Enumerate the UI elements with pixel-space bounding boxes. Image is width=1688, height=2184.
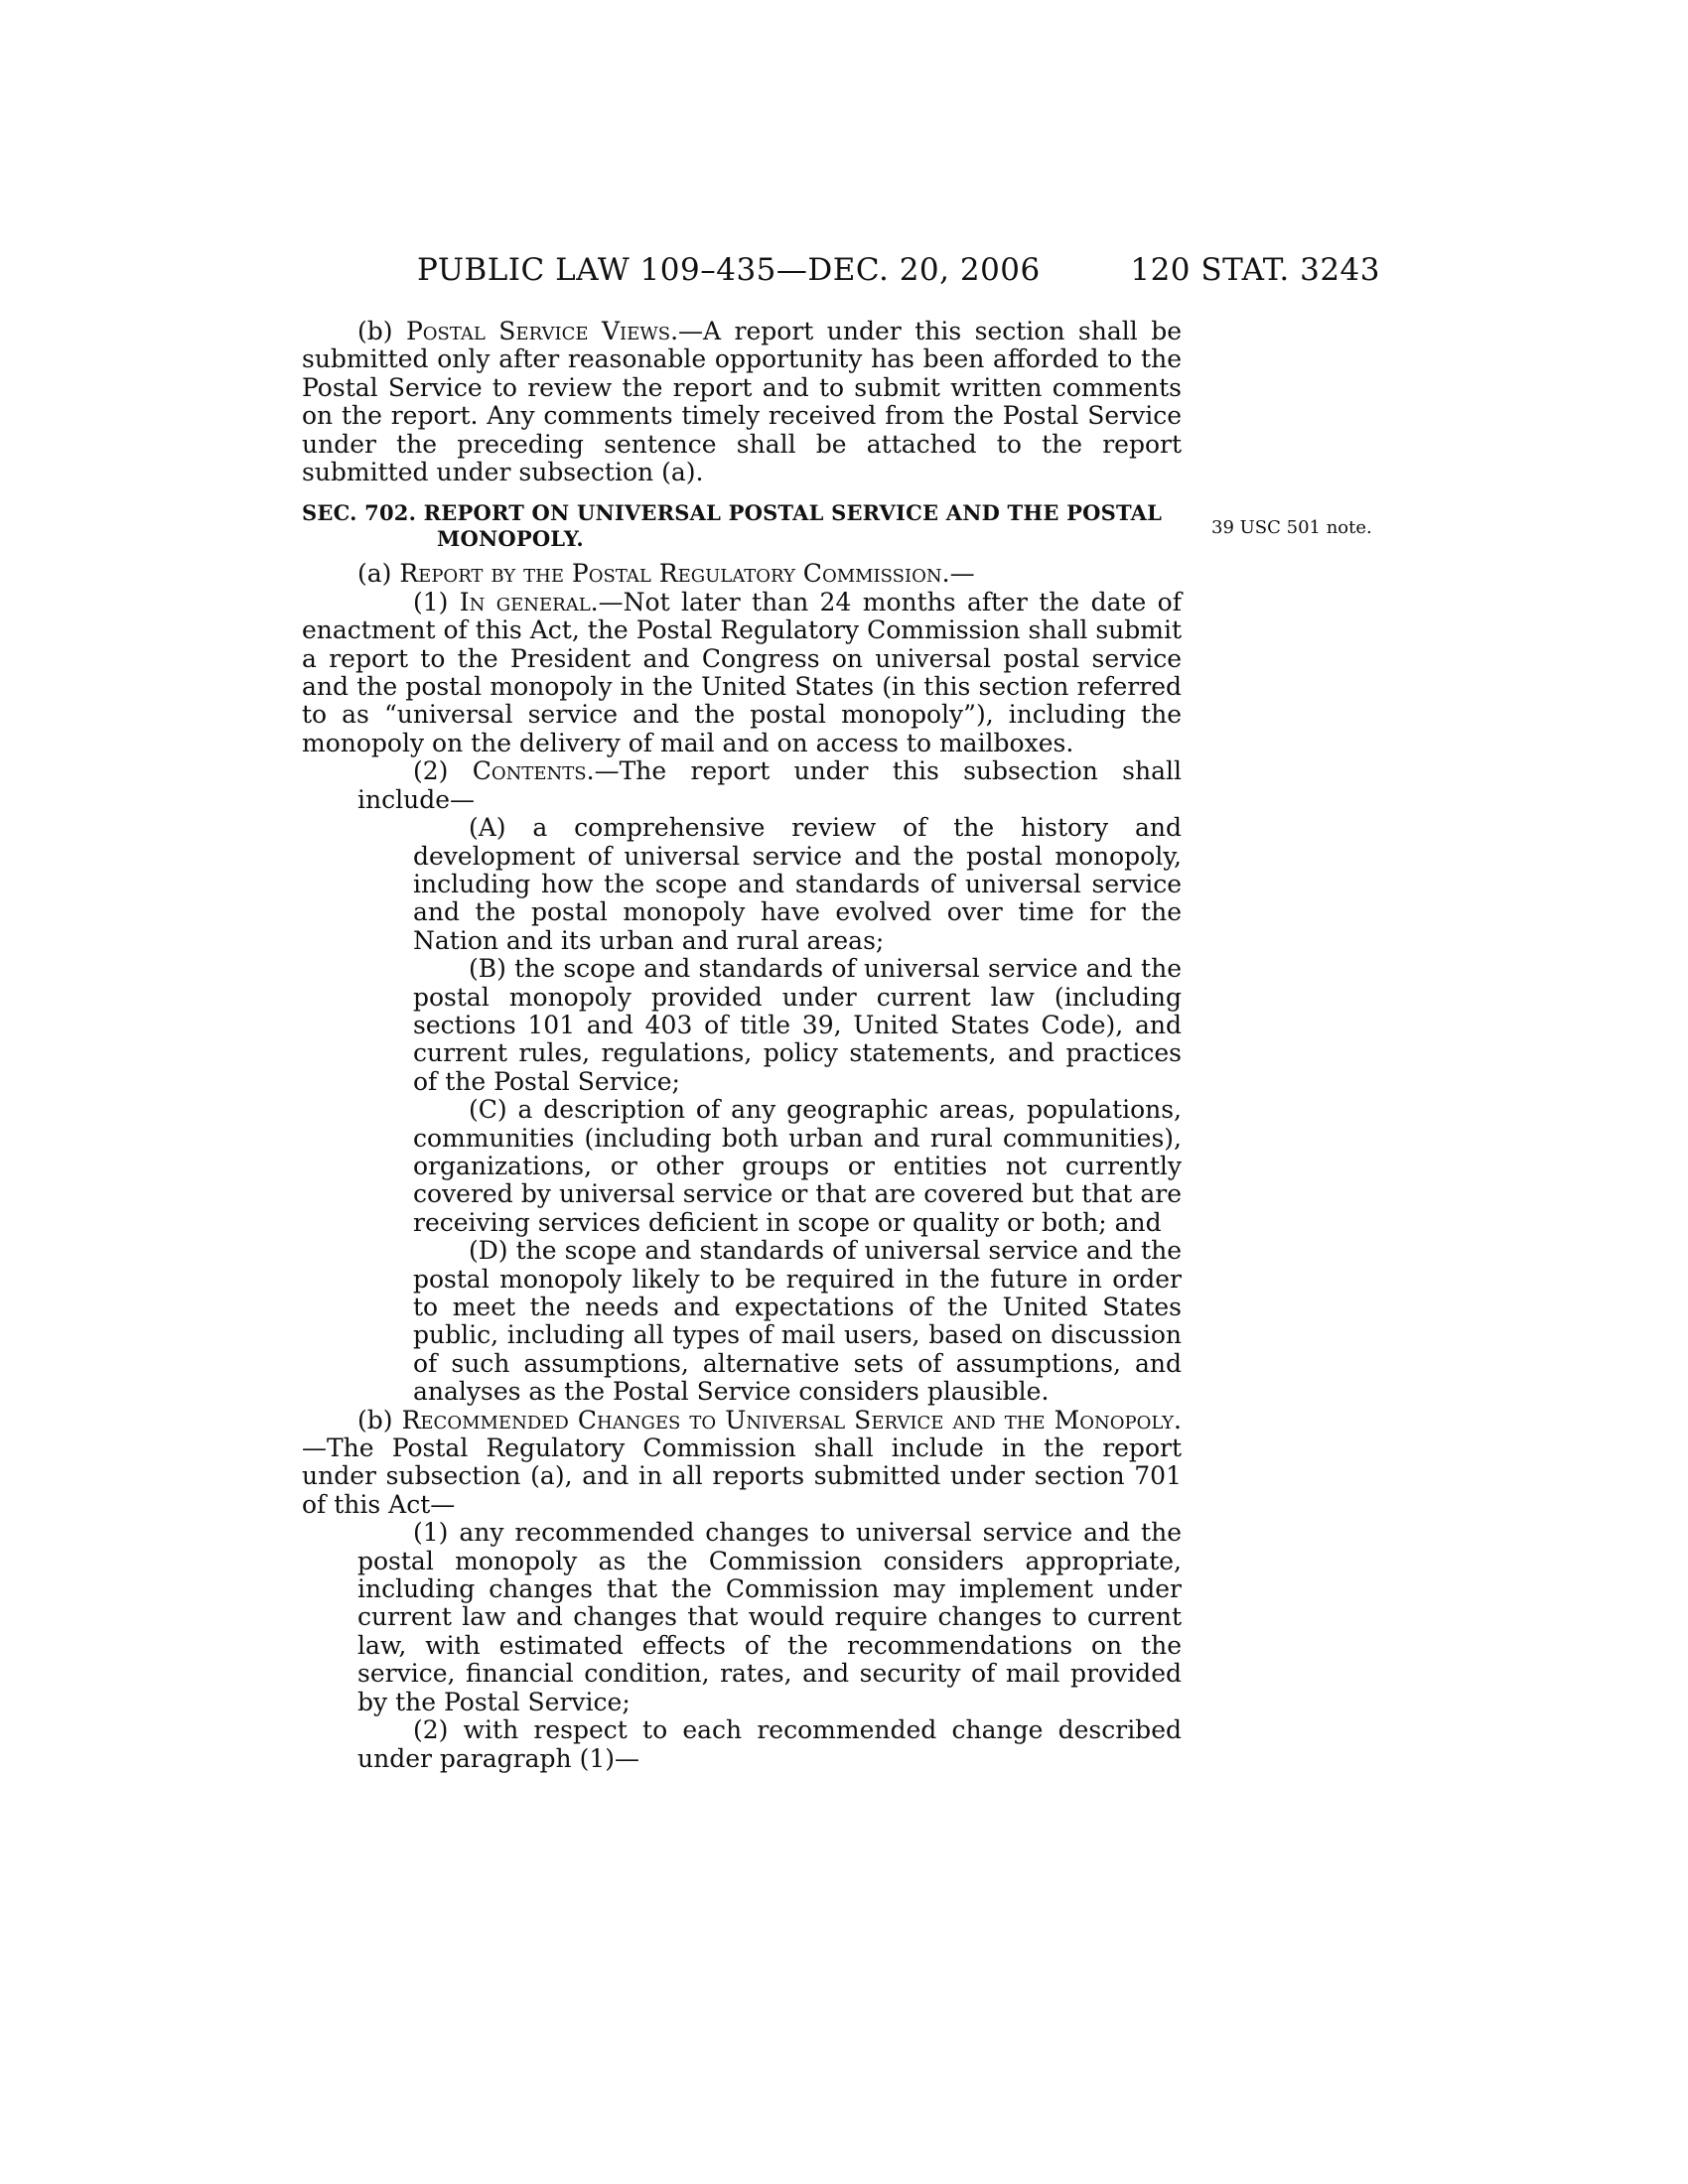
paragraph-text: —Not later than 24 months after the date of enactment of this Act, the Postal Regulatory Commission shall submit a report to the President and Congress on universal postal service and the postal monopoly in the United States (in this section referred to as “universal service and the postal monopoly”), including the monopoly on the delivery of mail and on access to mailboxes. bbox=[302, 587, 1182, 757]
header-public-law: PUBLIC LAW 109–435—DEC. 20, 2006 bbox=[417, 252, 1041, 288]
paragraph-text: —A report under this section shall be submitted only after reasonable opportunity has been afforded to the Postal Service to review the report and to submit written comments on the report. Any comments timely received from the Postal Service under the preceding sentence shall be attached to the report submitted under subsection (a). bbox=[302, 317, 1182, 487]
section-702-heading: SEC. 702. REPORT ON UNIVERSAL POSTAL SERVICE AND THE POSTAL MONOPOLY. bbox=[302, 500, 1163, 552]
paragraph-text: —The report under this subsection shall include— bbox=[357, 756, 1183, 814]
paragraph-text: —The Postal Regulatory Commission shall include in the report under subsection (a), and in all reports submitted under section 701 of this Act— bbox=[302, 1433, 1182, 1519]
paragraph-lead: (2) bbox=[413, 756, 473, 786]
paragraph-heading: Postal Service Views. bbox=[405, 317, 679, 345]
margin-note-usc: 39 USC 501 note. bbox=[1211, 517, 1372, 538]
paragraph-heading: Recommended Changes to Universal Service and the Monopoly. bbox=[401, 1405, 1182, 1434]
paragraph-b1: (1) any recommended changes to universal service and the postal monopoly as the Commission considers appropriate, including changes that the Commission may implement under current law and changes that would require changes to current law, with estimated effects of the recommendations on the service, financial condition, rates, and security of mail provided by the Postal Service; bbox=[357, 1518, 1182, 1716]
header-stat-page: 120 STAT. 3243 bbox=[1130, 252, 1380, 288]
paragraph-lead: (b) bbox=[357, 317, 406, 345]
paragraph-heading: Report by the Postal Regulatory Commission. bbox=[399, 559, 950, 589]
paragraph-heading: Contents. bbox=[472, 756, 595, 786]
paragraph-a2-contents bbox=[302, 757, 1182, 814]
subparagraph-a2D: (D) the scope and standards of universal service and the postal monopoly likely to be required in the future in order to meet the needs and expectations of the United States public, including all types of mail users, based on discussion of such assumptions, alternative sets of assumptions, and analyses as the Postal Service considers plausible. bbox=[413, 1236, 1182, 1407]
document-body bbox=[302, 318, 1182, 1773]
subparagraph-a2A: (A) a comprehensive review of the history and development of universal service and the postal monopoly, including how the scope and standards of universal service and the postal monopoly have evolved over time for the Nation and its urban and rural areas; bbox=[413, 813, 1182, 955]
subparagraph-a2C: (C) a description of any geographic areas, populations, communities (including both urban and rural communities), organizations, or other groups or entities not currently covered by universal service or that are covered but that are receiving services deficient in scope or quality or both; and bbox=[413, 1095, 1182, 1237]
paragraph-lead: (b) bbox=[357, 1405, 402, 1434]
subsection-b-recommended-changes bbox=[302, 1407, 1182, 1520]
running-header bbox=[417, 250, 1380, 290]
subparagraph-a2B: (B) the scope and standards of universal service and the postal monopoly provided under current law (including sections 101 and 403 of title 39, United States Code), and current rules, regulations, policy statements, and practices of the Postal Service; bbox=[413, 954, 1182, 1096]
paragraph-lead: (1) bbox=[413, 587, 460, 616]
paragraph-a1-in-general bbox=[302, 589, 1182, 757]
subsection-a-heading bbox=[302, 560, 1182, 588]
paragraph-lead: (a) bbox=[357, 559, 400, 589]
paragraph-heading: In general. bbox=[459, 587, 599, 616]
paragraph-text: — bbox=[949, 559, 975, 589]
paragraph-b-postal-service-views bbox=[302, 318, 1182, 486]
paragraph-b2: (2) with respect to each recommended change described under paragraph (1)— bbox=[357, 1715, 1182, 1773]
